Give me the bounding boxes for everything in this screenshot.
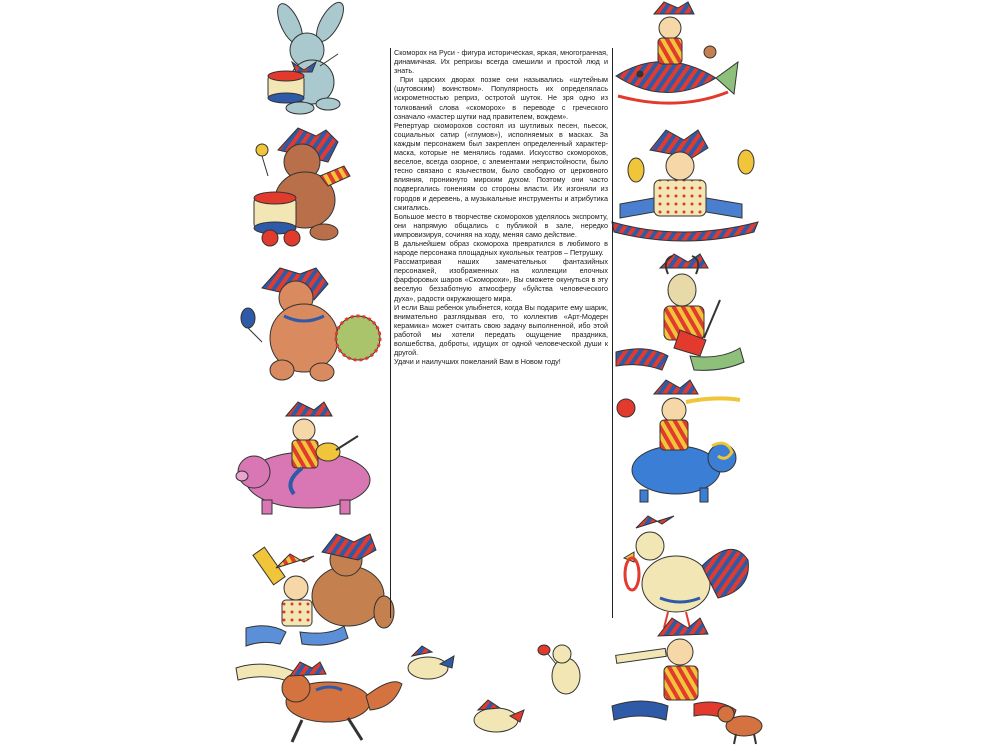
bear-tambourine-illustration	[241, 268, 380, 381]
article-paragraph-7: И если Ваш ребенок улыбнется, когда Вы подарите ему шарик, внимательно разглядывая его, то коллектив «Арт-Модерн керамика» может считать свою задачу выполненной, ибо этой работой мы хотели передать ощущение праздника, волшебства, доброты, идущих от одной человеческой души к другой.	[394, 302, 608, 358]
jester-on-pig-illustration	[236, 402, 370, 514]
article-paragraph-3: Репертуар скоморохов состоял из шутливых песен, пьесок, социальных сатир («глумов»), исполняемых в масках. За каждым персонажем был закреплен определенный характер-маска, которые не менялись годами. Искусство скоморохов, веселое, всегда озорное, с элементами непристойности, было тесно связано с язычеством, было свободно от церковного влияния, проникнуто мирским духом. Поэтому они часто подвергались гонениям со стороны власти. Их изгоняли из городов и деревень, а музыкальные инструменты и атрибутика сжигались.	[394, 120, 608, 212]
article-paragraph-8: Удачи и наилучших пожеланий Вам в Новом году!	[394, 357, 561, 367]
jester-with-maracas-illustration	[612, 130, 758, 241]
article-paragraph-5: В дальнейшем образ скомороха превратился в любимого в народе персонажа площадных кукольных театров – Петрушку.	[394, 238, 608, 258]
jester-with-bear-and-pipe-illustration	[246, 534, 394, 646]
article-paragraph-6: Рассматривая наших замечательных фантазийных персонажей, изображенных на коллекции елочных фарфоровых шаров «Скоморохи», Вы сможете окунуться в эту веселую беззаботную атмосферу «буйства человеческого духа», радости окружающего мира.	[394, 257, 608, 303]
small-birds-and-mouse-illustration	[408, 645, 580, 732]
goat-with-balalaika-illustration	[616, 254, 744, 370]
hare-drummer-illustration	[268, 0, 349, 114]
article-paragraph-1: Скоморох на Руси - фигура историческая, яркая, многогранная, динамичная. Их репризы всегда смешили и простой люд и знать.	[394, 48, 608, 76]
jester-with-pipe-and-dog-illustration	[612, 618, 762, 744]
fox-with-horn-illustration	[236, 662, 402, 742]
article-paragraph-2: При царских дворах позже они назывались «шутейным (шутовским) воинством». Популярность их определялась искрометностью реприз, остротой шуток. Не зря одно из толкований слова «скоморох» в переводе с греческого означало «мастер шутки над правителем, вождем».	[394, 75, 608, 121]
article-text-column	[390, 48, 613, 618]
rooster-illustration	[624, 516, 748, 628]
jester-on-fish-illustration	[616, 2, 738, 103]
jester-on-ram-illustration	[617, 380, 740, 502]
article-paragraph-4: Большое место в творчестве скоморохов уделялось экспромту, они напрямую общались с публикой в зале, нередко импровизируя, сочиняя на ходу, меняя само действие.	[394, 211, 608, 239]
bear-drummer-illustration	[254, 128, 350, 246]
